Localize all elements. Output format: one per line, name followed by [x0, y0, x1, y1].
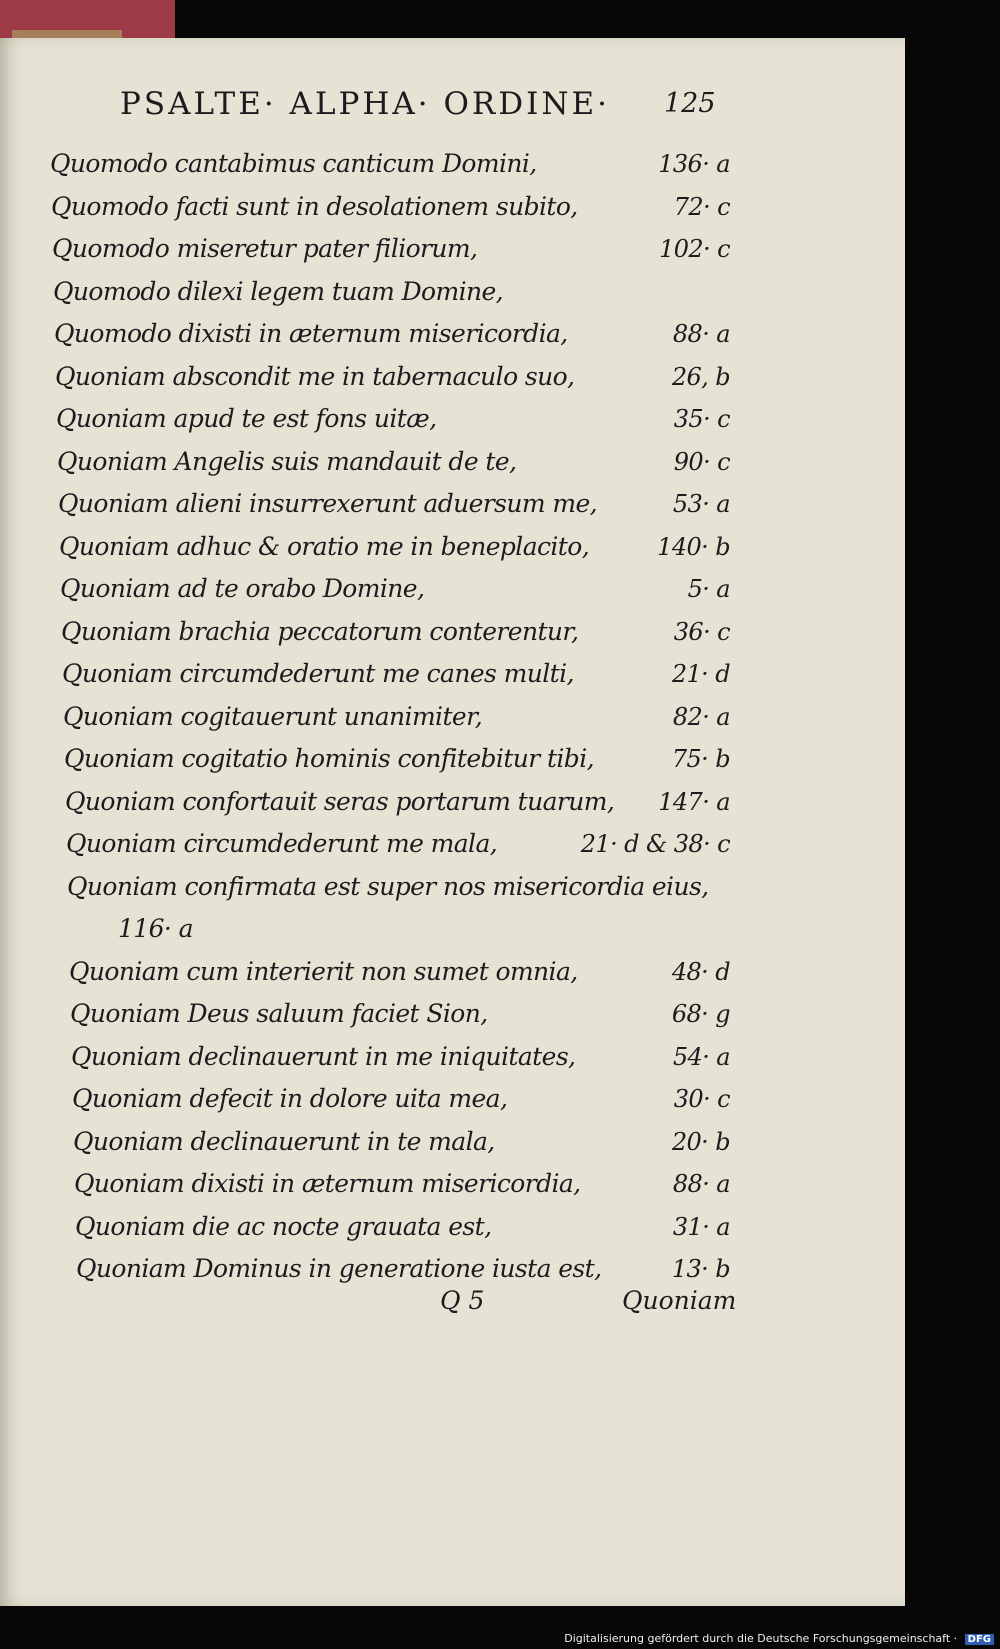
index-entry — [74, 1163, 750, 1206]
entry-incipit: Quomodo cantabimus canticum Domini, — [50, 149, 537, 178]
entry-incipit: Quoniam cogitatio hominis confitebitur tibi, — [64, 744, 594, 773]
entry-incipit: Quomodo dilexi legem tuam Domine, — [53, 276, 504, 306]
index-entry — [57, 441, 750, 484]
index-entry — [73, 1121, 750, 1164]
catchword: Quoniam — [622, 1286, 737, 1315]
index-entry — [71, 1036, 750, 1079]
signature-mark: Q 5 — [440, 1286, 485, 1315]
entry-psalm-reference: 140· b — [657, 532, 730, 561]
entry-psalm-reference: 20· b — [671, 1127, 730, 1156]
entry-psalm-reference: 72· c — [673, 192, 730, 221]
psalm-index-list — [50, 143, 750, 1291]
entry-incipit: Quoniam Deus saluum faciet Sion, — [70, 999, 488, 1028]
entry-incipit: Quoniam alieni insurrexerunt aduersum me, — [58, 489, 597, 518]
entry-psalm-reference: 35· c — [673, 405, 730, 433]
dfg-logo: DFG — [965, 1634, 994, 1645]
index-entry — [50, 143, 750, 186]
index-entry — [53, 271, 750, 314]
entry-incipit: Quomodo dixisti in æternum misericordia, — [54, 319, 568, 348]
index-entry — [63, 696, 750, 739]
entry-incipit: Quoniam defecit in dolore uita mea, — [72, 1084, 508, 1113]
entry-incipit: Quoniam adhuc & oratio me in beneplacito, — [59, 531, 590, 561]
entry-psalm-reference: 21· d & 38· c — [580, 830, 730, 858]
index-entry — [56, 398, 750, 441]
entry-incipit: Quoniam cum interierit non sumet omnia, — [69, 956, 578, 986]
entry-psalm-reference: 88· a — [672, 320, 730, 348]
entry-incipit: Quoniam Angelis suis mandauit de te, — [57, 446, 517, 476]
entry-psalm-reference: 48· d — [671, 957, 730, 986]
entry-psalm-reference: 36· c — [673, 617, 730, 646]
entry-incipit: Quoniam abscondit me in tabernaculo suo, — [55, 361, 575, 391]
entry-psalm-reference: 102· c — [659, 235, 730, 263]
index-entry — [55, 356, 750, 399]
entry-incipit: Quoniam circumdederunt me mala, — [66, 829, 498, 858]
entry-incipit: Quoniam declinauerunt in te mala, — [73, 1126, 495, 1156]
entry-psalm-reference: 13· b — [671, 1255, 730, 1283]
index-entry — [59, 526, 750, 569]
entry-incipit: Quoniam ad te orabo Domine, — [60, 574, 425, 603]
index-entry — [58, 483, 750, 526]
index-entry — [51, 186, 750, 229]
index-entry — [76, 1248, 750, 1291]
entry-incipit: Quoniam confirmata est super nos misericordia eius, — [67, 871, 709, 901]
entry-incipit: Quomodo facti sunt in desolationem subito, — [51, 191, 578, 221]
index-entry — [75, 1206, 750, 1249]
index-entry — [70, 993, 750, 1036]
entry-psalm-reference: 90· c — [673, 447, 730, 476]
entry-psalm-reference: 88· a — [672, 1170, 730, 1198]
index-entry — [65, 781, 750, 824]
index-entry — [60, 568, 750, 611]
entry-psalm-reference: 82· a — [672, 702, 730, 731]
entry-psalm-reference: 30· c — [673, 1085, 730, 1113]
entry-psalm-reference: 31· a — [672, 1212, 730, 1241]
index-entry — [72, 1078, 750, 1121]
running-title: PSALTE· ALPHA· ORDINE· — [120, 86, 610, 122]
index-entry — [67, 866, 750, 909]
page-number: 125 — [664, 88, 716, 119]
index-entry — [64, 738, 750, 781]
index-entry — [62, 653, 750, 696]
entry-incipit: Quoniam declinauerunt in me iniquitates, — [71, 1041, 576, 1071]
entry-psalm-reference: 68· g — [671, 1000, 730, 1028]
entry-incipit: Quomodo miseretur pater filiorum, — [52, 234, 478, 263]
index-entry — [69, 951, 750, 994]
index-entry — [66, 823, 750, 866]
entry-incipit: Quoniam dixisti in æternum misericordia, — [74, 1169, 581, 1198]
page-footer — [0, 1286, 905, 1326]
entry-incipit: Quoniam cogitauerunt unanimiter, — [63, 701, 483, 731]
index-entry — [52, 228, 750, 271]
entry-incipit: Quoniam circumdederunt me canes multi, — [62, 659, 574, 688]
entry-psalm-reference: 53· a — [672, 490, 730, 518]
entry-psalm-reference: 5· a — [687, 575, 730, 603]
index-entry — [54, 313, 750, 356]
entry-psalm-reference: 136· a — [658, 150, 730, 178]
entry-psalm-reference: 21· d — [671, 660, 730, 688]
digitization-credit — [564, 1632, 994, 1645]
entry-incipit: Quoniam apud te est fons uitæ, — [56, 404, 437, 433]
credit-text: Digitalisierung gefördert durch die Deutsche Forschungsgemeinschaft · — [564, 1632, 958, 1645]
entry-incipit: 116· a — [118, 914, 193, 943]
entry-incipit: Quoniam Dominus in generatione iusta est, — [76, 1254, 602, 1283]
index-entry — [68, 908, 750, 951]
entry-incipit: Quoniam die ac nocte grauata est, — [75, 1211, 492, 1241]
entry-psalm-reference: 26, b — [671, 362, 730, 391]
entry-incipit: Quoniam confortauit seras portarum tuarum, — [65, 786, 615, 816]
entry-incipit: Quoniam brachia peccatorum conterentur, — [61, 616, 579, 646]
entry-psalm-reference: 75· b — [671, 745, 730, 773]
entry-psalm-reference: 147· a — [658, 787, 730, 816]
entry-psalm-reference: 54· a — [672, 1042, 730, 1071]
index-entry — [61, 611, 750, 654]
